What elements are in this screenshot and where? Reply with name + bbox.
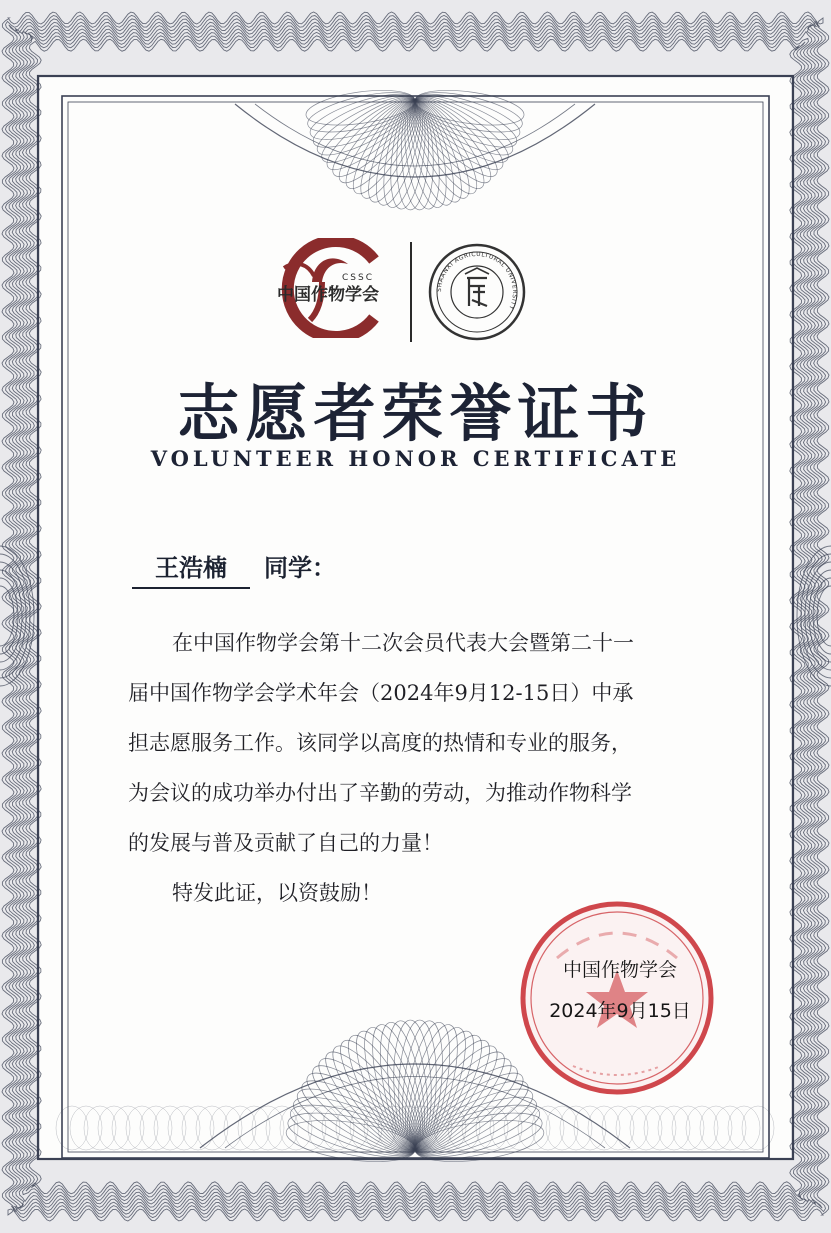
recipient-suffix: 同学： <box>264 553 336 582</box>
certificate-title: 志愿者荣誉证书 <box>177 377 654 450</box>
cssc-abbr-text: CSSC <box>342 273 374 283</box>
body-line: 为会议的成功举办付出了辛勤的劳动，为推动作物科学 <box>128 781 632 805</box>
certificate-title-english: VOLUNTEER HONOR CERTIFICATE <box>150 446 681 471</box>
cssc-name-text: 中国作物学会 <box>277 285 379 305</box>
body-line: 届中国作物学会学术年会（2024年9月12-15日）中承 <box>128 681 634 705</box>
university-seal-text: SHAANXI AGRICULTURAL UNIVERSITY <box>435 250 519 311</box>
recipient-name: 王浩楠 <box>132 548 250 589</box>
body-line: 特发此证，以资鼓励！ <box>172 881 382 905</box>
body-line: 在中国作物学会第十二次会员代表大会暨第二十一 <box>172 631 634 655</box>
body-line: 担志愿服务工作。该同学以高度的热情和专业的服务， <box>128 731 632 755</box>
signature-organization: 中国作物学会 <box>562 959 677 981</box>
certificate-body <box>128 618 706 918</box>
body-line: 的发展与普及贡献了自己的力量！ <box>128 831 443 855</box>
signature-date: 2024年9月15日 <box>549 1000 691 1022</box>
logo-divider <box>410 242 412 342</box>
university-seal <box>427 242 527 342</box>
cssc-logo <box>262 238 392 338</box>
logo-row <box>0 238 831 348</box>
